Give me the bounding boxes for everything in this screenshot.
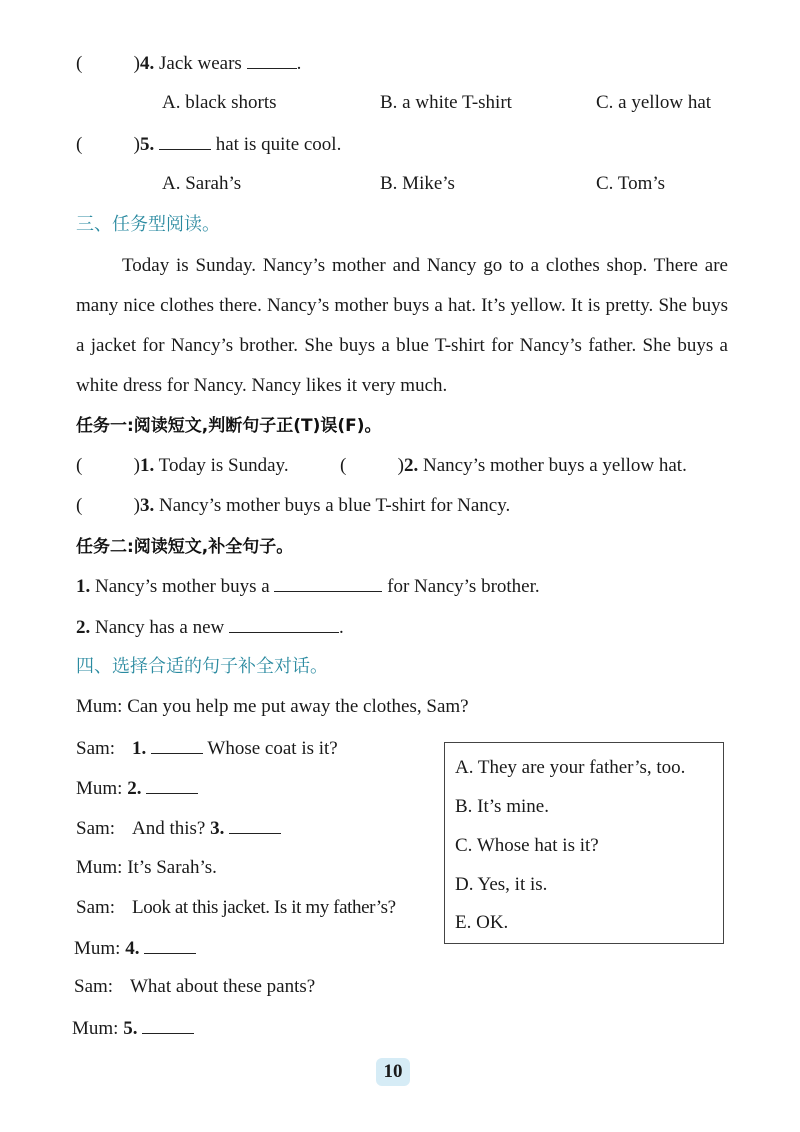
dialogue-line-4: Sam: And this? 3. — [76, 815, 281, 842]
answer-blank[interactable] — [159, 131, 211, 150]
tf-item-3: ( )3. Nancy’s mother buys a blue T-shirt for Nancy. — [76, 493, 510, 519]
task-1-title: 任务一:阅读短文,判断句子正(T)误(F)。 — [76, 416, 382, 436]
answer-blank[interactable] — [142, 1015, 194, 1034]
task-2-title: 任务二:阅读短文,补全句子。 — [76, 537, 294, 557]
choices-box — [444, 742, 724, 944]
q5-option-b: B. Mike’s — [380, 173, 455, 194]
answer-blank[interactable] — [146, 775, 198, 794]
answer-blank[interactable] — [229, 815, 281, 834]
q4-option-b: B. a white T-shirt — [380, 92, 512, 113]
answer-paren[interactable] — [76, 453, 140, 479]
section-4-heading: 四、选择合适的句子补全对话。 — [76, 656, 328, 677]
question-4: ( )4. Jack wears . — [76, 50, 301, 77]
choice-d: D. Yes, it is. — [455, 874, 548, 895]
fill-item-2: 2. Nancy has a new . — [76, 614, 344, 641]
answer-paren[interactable] — [76, 132, 140, 158]
tf-item-1: ( )1. Today is Sunday. — [76, 453, 289, 479]
dialogue-line-8: Sam: What about these pants? — [74, 976, 316, 997]
dialogue-line-7: Mum: 4. — [74, 935, 196, 962]
dialogue-line-2: Sam: 1. Whose coat is it? — [76, 735, 338, 762]
choice-a: A. They are your father’s, too. — [455, 757, 686, 778]
section-3-heading: 三、任务型阅读。 — [76, 214, 220, 235]
dialogue-line-1: Mum: Can you help me put away the clothes, Sam? — [76, 696, 469, 717]
answer-blank[interactable] — [274, 573, 382, 592]
choice-b: B. It’s mine. — [455, 796, 549, 817]
dialogue-line-9: Mum: 5. — [72, 1015, 194, 1042]
page-number: 10 — [376, 1058, 410, 1086]
dialogue-line-3: Mum: 2. — [76, 775, 198, 802]
choice-e: E. OK. — [455, 912, 509, 933]
answer-blank[interactable] — [151, 735, 203, 754]
reading-passage: Today is Sunday. Nancy’s mother and Nancy go to a clothes shop. There are many nice clothes there. Nancy’s mother buys a hat. It’s yellow. It is pretty. She buys a jacket for Nancy’s brother. She buys a blue T-shirt for Nancy’s father. She buys a white dress for Nancy. Nancy likes it very much. — [76, 255, 728, 396]
answer-paren[interactable] — [76, 51, 140, 77]
question-5: ( )5. hat is quite cool. — [76, 131, 341, 158]
answer-paren[interactable] — [340, 453, 404, 479]
q5-option-a: A. Sarah’s — [162, 173, 242, 194]
answer-paren[interactable] — [76, 493, 140, 519]
answer-blank[interactable] — [247, 50, 297, 69]
q4-option-c: C. a yellow hat — [596, 92, 712, 113]
choice-c: C. Whose hat is it? — [455, 835, 599, 856]
answer-blank[interactable] — [144, 935, 196, 954]
answer-blank[interactable] — [229, 614, 339, 633]
fill-item-1: 1. Nancy’s mother buys a for Nancy’s brother. — [76, 573, 540, 600]
tf-item-2: ( ) 2. Nancy’s mother buys a yellow hat. — [340, 453, 687, 479]
dialogue-line-5: Mum: It’s Sarah’s. — [76, 857, 217, 878]
dialogue-line-6: Sam: Look at this jacket. Is it my father’s? — [76, 897, 396, 918]
q5-option-c: C. Tom’s — [596, 173, 666, 194]
q4-option-a: A. black shorts — [162, 92, 277, 113]
